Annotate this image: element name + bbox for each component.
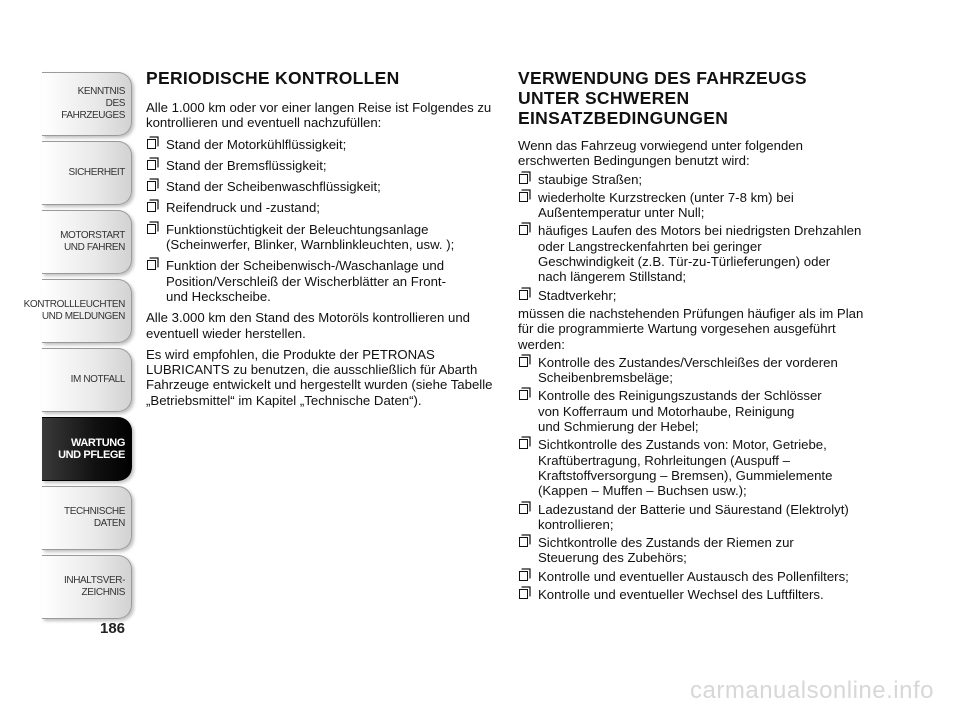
list-item-text: häufiges Laufen des Motors bei niedrigsten Drehzahlen oder Langstreckenfahrten bei geringer Geschwindigkeit (z.B. Tür-zu-Türlieferungen) oder nach längerem Stillstand; bbox=[538, 223, 862, 285]
list-item bbox=[518, 223, 878, 284]
tab-label: KONTROLLLEUCHTEN UND MELDUNGEN bbox=[23, 299, 125, 322]
watermark: carmanualsonline.info bbox=[690, 677, 934, 704]
tab-wartung-active[interactable] bbox=[42, 417, 132, 481]
tab-label: TECHNISCHE DATEN bbox=[63, 506, 125, 529]
list-item-text: Stadtverkehr; bbox=[538, 287, 617, 303]
intro-paragraph: Wenn das Fahrzeug vorwiegend unter folgenden erschwerten Bedingungen benutzt wird: bbox=[518, 138, 803, 169]
checkbox-icon bbox=[147, 224, 156, 234]
tab-sicherheit[interactable] bbox=[42, 141, 132, 205]
conditions-list bbox=[518, 172, 878, 303]
list-item-text: Stand der Bremsflüssigkeit; bbox=[166, 157, 327, 173]
list-item bbox=[146, 137, 496, 152]
right-column bbox=[518, 68, 878, 608]
page-number: 186 bbox=[100, 620, 126, 637]
checkbox-icon bbox=[519, 290, 528, 300]
list-item bbox=[518, 569, 878, 584]
title-line: EINSATZBEDINGUNGEN bbox=[518, 108, 729, 128]
checkbox-icon bbox=[147, 202, 156, 212]
middle-paragraph: müssen die nachstehenden Prüfungen häufiger als im Plan für die programmierte Wartung vorgesehen ausgeführt werden: bbox=[518, 305, 864, 352]
checkbox-icon bbox=[147, 160, 156, 170]
tab-label: WARTUNG UND PFLEGE bbox=[58, 437, 125, 461]
list-item bbox=[146, 158, 496, 173]
list-item bbox=[518, 388, 878, 434]
list-item-text: Kontrolle des Zustandes/Verschleißes der vorderen Scheibenbremsbeläge; bbox=[538, 354, 838, 386]
checkbox-icon bbox=[519, 390, 528, 400]
list-item bbox=[146, 258, 496, 304]
list-item-text: Stand der Motorkühlflüssigkeit; bbox=[166, 136, 347, 152]
recommendation-paragraph: Es wird empfohlen, die Produkte der PETRONAS LUBRICANTS zu benutzen, die ausschließlich für Abarth Fahrzeuge entwickelt und hergestellt wurden (siehe Tabelle „Betriebsmittel“ im Kapitel „Technische Daten“). bbox=[146, 346, 493, 408]
checkbox-icon bbox=[519, 225, 528, 235]
tab-label: KENNTNIS DES FAHRZEUGES bbox=[61, 86, 125, 121]
list-item bbox=[518, 172, 878, 187]
checkbox-icon bbox=[519, 357, 528, 367]
tab-kenntnis[interactable] bbox=[42, 72, 132, 136]
checkbox-icon bbox=[147, 139, 156, 149]
title-line: UNTER SCHWEREN bbox=[518, 88, 690, 108]
list-item-text: staubige Straßen; bbox=[538, 171, 643, 187]
tab-label: SICHERHEIT bbox=[68, 167, 125, 178]
checkbox-icon bbox=[519, 537, 528, 547]
checkbox-icon bbox=[147, 181, 156, 191]
list-item-text: Sichtkontrolle des Zustands der Riemen zur Steuerung des Zubehörs; bbox=[538, 535, 794, 566]
list-item bbox=[518, 502, 878, 533]
checkbox-icon bbox=[519, 504, 528, 514]
list-item bbox=[518, 437, 878, 498]
list-item bbox=[518, 535, 878, 566]
tab-kontrollleuchten[interactable] bbox=[23, 279, 132, 343]
tab-label: MOTORSTART UND FAHREN bbox=[60, 230, 125, 253]
checkbox-icon bbox=[519, 174, 528, 184]
chapter-tabs bbox=[23, 72, 132, 624]
list-item bbox=[146, 222, 496, 253]
list-item-text: wiederholte Kurzstrecken (unter 7-8 km) bei Außentemperatur unter Null; bbox=[538, 189, 794, 221]
oil-paragraph: Alle 3.000 km den Stand des Motoröls kontrollieren und eventuell wieder herstellen. bbox=[146, 310, 471, 341]
checks-list bbox=[518, 355, 878, 602]
list-item-text: Funktion der Scheibenwisch-/Waschanlage und Position/Verschleiß der Wischerblätter an Front- und Heckscheibe. bbox=[166, 258, 446, 304]
tab-motorstart[interactable] bbox=[42, 210, 132, 274]
list-item-text: Stand der Scheibenwaschflüssigkeit; bbox=[166, 179, 381, 195]
tab-technische-daten[interactable] bbox=[42, 486, 132, 550]
checkbox-icon bbox=[519, 192, 528, 202]
checkbox-icon bbox=[147, 260, 156, 270]
list-item-text: Kontrolle des Reinigungszustands der Schlösser von Kofferraum und Motorhaube, Reinigung und Schmierung der Hebel; bbox=[538, 388, 822, 435]
list-item-text: Kontrolle und eventueller Wechsel des Luftfilters. bbox=[538, 587, 824, 603]
intro-paragraph: Alle 1.000 km oder vor einer langen Reise ist Folgendes zu kontrollieren und eventuell nachzufüllen: bbox=[146, 100, 492, 131]
tab-im-notfall[interactable] bbox=[42, 348, 132, 412]
list-item-text: Funktionstüchtigkeit der Beleuchtungsanlage (Scheinwerfer, Blinker, Warnblinkleuchten, usw. ); bbox=[166, 221, 455, 253]
section-title-severe-conditions bbox=[518, 68, 878, 128]
checkbox-icon bbox=[519, 439, 528, 449]
list-item bbox=[518, 190, 878, 221]
checkbox-icon bbox=[519, 571, 528, 581]
list-item bbox=[518, 288, 878, 303]
checkbox-icon bbox=[519, 589, 528, 599]
tab-inhaltsverzeichnis[interactable] bbox=[42, 555, 132, 619]
left-column bbox=[146, 68, 496, 414]
list-item-text: Reifendruck und -zustand; bbox=[166, 200, 320, 216]
section-title-periodic-checks: PERIODISCHE KONTROLLEN bbox=[146, 68, 400, 88]
list-item bbox=[146, 179, 496, 194]
list-item bbox=[146, 200, 496, 215]
list-item-text: Kontrolle und eventueller Austausch des Pollenfilters; bbox=[538, 568, 849, 584]
list-item bbox=[518, 587, 878, 602]
tab-label: IM NOTFALL bbox=[70, 374, 125, 385]
list-item-text: Sichtkontrolle des Zustands von: Motor, Getriebe, Kraftübertragung, Rohrleitungen (Auspuff – Kraftstoffversorgung – Bremsen), Gummielemente (Kappen – Muffen – Buchsen usw.); bbox=[538, 437, 833, 499]
tab-label: INHALTSVER- ZEICHNIS bbox=[64, 575, 125, 598]
list-item bbox=[518, 355, 878, 386]
list-item-text: Ladezustand der Batterie und Säurestand (Elektrolyt) kontrollieren; bbox=[538, 501, 849, 532]
title-line: VERWENDUNG DES FAHRZEUGS bbox=[518, 68, 807, 88]
checklist bbox=[146, 137, 496, 305]
